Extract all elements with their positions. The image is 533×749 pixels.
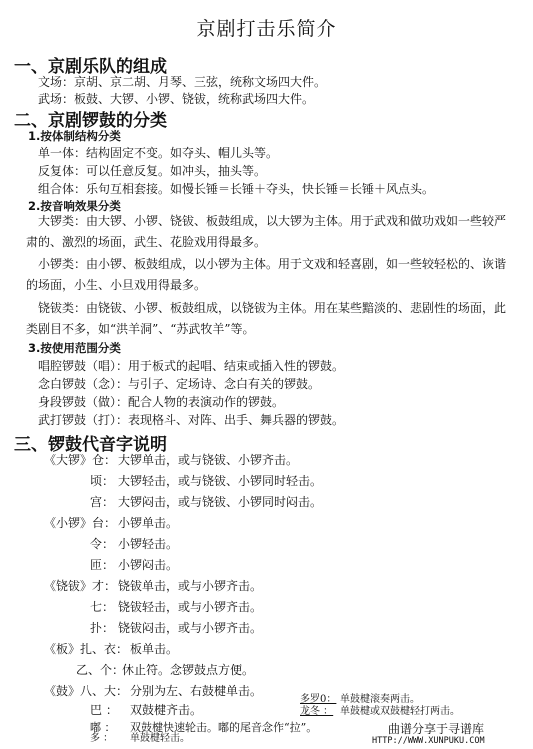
s3-row-label: 多 ： <box>90 733 114 744</box>
s3-row-text: 双鼓楗快速轮击。嘟的尾音念作“拉”。 <box>130 721 318 734</box>
s2-sub2-para-2: 小锣类：由小锣、板鼓组成，以小锣为主体。用于文戏和轻喜剧，如一些较轻松的、诙谐的场面，小生、小旦戏用得最多。 <box>26 257 507 292</box>
s2-sub1-line-3: 组合体：乐句互相套接。如慢长锤＝长锤＋夺头，快长锤＝长锤＋风点头。 <box>38 182 435 196</box>
s3-row-text: 单鼓楗轻击。 <box>130 733 190 744</box>
s1-line-2: 武场：板鼓、大锣、小锣、铙钹，统称武场四大件。 <box>38 92 315 106</box>
s3-row-text: 铙钹闷击，或与小锣齐击。 <box>118 621 263 635</box>
s3-row-text: 分别为左、右鼓楗单击。 <box>130 684 263 698</box>
s3-row-label: 多罗0： <box>300 694 337 705</box>
s3-row-label: 龙冬 ： <box>300 706 334 717</box>
s2-sub2-para-1: 大锣类：由大锣、小锣、铙钹、板鼓组成，以大锣为主体。用于武戏和做功戏如一些较严肃的、激烈的场面，武生、花脸戏用得最多。 <box>26 214 507 249</box>
s2-sub1-line-2: 反复体：可以任意反复。如冲头，抽头等。 <box>38 164 267 178</box>
s3-row-text: 板单击。 <box>130 642 179 656</box>
s3-row-label: 《铙钹》才： <box>44 579 117 593</box>
s3-row-label: 宫： <box>90 495 115 509</box>
s2-sub1-heading: 1.按体制结构分类 <box>28 129 121 143</box>
s3-row-label: 七： <box>90 600 115 614</box>
s2-sub1-line-1: 单一体：结构固定不变。如夺头、帽儿头等。 <box>38 146 279 160</box>
s2-sub3-line-1: 唱腔锣鼓（唱）：用于板式的起唱、结束或插入性的锣鼓。 <box>38 359 345 373</box>
s3-row-text: 休止符。念锣鼓点方便。 <box>122 663 255 677</box>
s3-row-label: 《小锣》台： <box>44 516 117 530</box>
s1-line-1: 文场：京胡、京二胡、月琴、三弦，统称文场四大件。 <box>38 75 327 89</box>
s3-row-text: 单鼓楗或双鼓楗轻打两击。 <box>340 706 460 717</box>
s3-row-text: 双鼓楗齐击。 <box>130 703 203 717</box>
s2-sub3-heading: 3.按使用范围分类 <box>28 341 121 355</box>
s3-row-text: 铙钹单击，或与小锣齐击。 <box>118 579 263 593</box>
s3-row-text: 小锣单击。 <box>118 516 179 530</box>
s2-sub3-line-2: 念白锣鼓（念）：与引子、定场诗、念白有关的锣鼓。 <box>38 377 321 391</box>
s3-row-text: 大锣单击，或与铙钹、小锣齐击。 <box>118 453 299 467</box>
s3-row-label: 嘟 ： <box>90 721 116 734</box>
s3-row-text: 单鼓楗滚奏两击。 <box>340 694 420 705</box>
s2-sub2-para-3: 铙钹类：由铙钹、小锣、板鼓组成，以铙钹为主体。用在某些黯淡的、悲剧性的场面，此类剧目不多，如“洪羊洞”、“苏武牧羊”等。 <box>26 301 507 336</box>
section-3-heading: 三、锣鼓代音字说明 <box>14 435 167 455</box>
s3-row-label: 《鼓》八、大： <box>44 684 129 698</box>
s2-sub3-line-3: 身段锣鼓（做）：配合人物的表演动作的锣鼓。 <box>38 395 285 409</box>
s3-row-label: 扑： <box>90 621 115 635</box>
s3-row-label: 《板》扎、衣： <box>44 642 129 656</box>
watermark-text: 曲谱分享于寻谱库 <box>388 722 485 736</box>
s3-row-text: 小锣轻击。 <box>118 537 179 551</box>
page-title: 京剧打击乐简介 <box>196 18 337 40</box>
s3-row-label: 匝： <box>90 558 115 572</box>
s2-sub2-heading: 2.按音响效果分类 <box>28 199 121 213</box>
s3-row-text: 大锣闷击，或与铙钹、小锣同时闷击。 <box>118 495 323 509</box>
section-1-heading: 一、京剧乐队的组成 <box>14 57 167 77</box>
s3-row-text: 小锣闷击。 <box>118 558 179 572</box>
s3-row-label: 乙、个： <box>76 663 125 677</box>
s2-sub3-line-4: 武打锣鼓（打）：表现格斗、对阵、出手、舞兵器的锣鼓。 <box>38 413 345 427</box>
watermark-url: HTTP://WWW.XUNPUKU.COM <box>372 736 485 746</box>
section-2-heading: 二、京剧锣鼓的分类 <box>14 111 167 131</box>
s3-row-text: 铙钹轻击，或与小锣齐击。 <box>118 600 263 614</box>
s3-row-label: 顷： <box>90 474 115 488</box>
s3-row-label: 令： <box>90 537 115 551</box>
s3-row-text: 大锣轻击，或与铙钹、小锣同时轻击。 <box>118 474 323 488</box>
s3-row-label: 《大锣》仓： <box>44 453 117 467</box>
s3-row-label: 巴 ： <box>90 703 118 717</box>
